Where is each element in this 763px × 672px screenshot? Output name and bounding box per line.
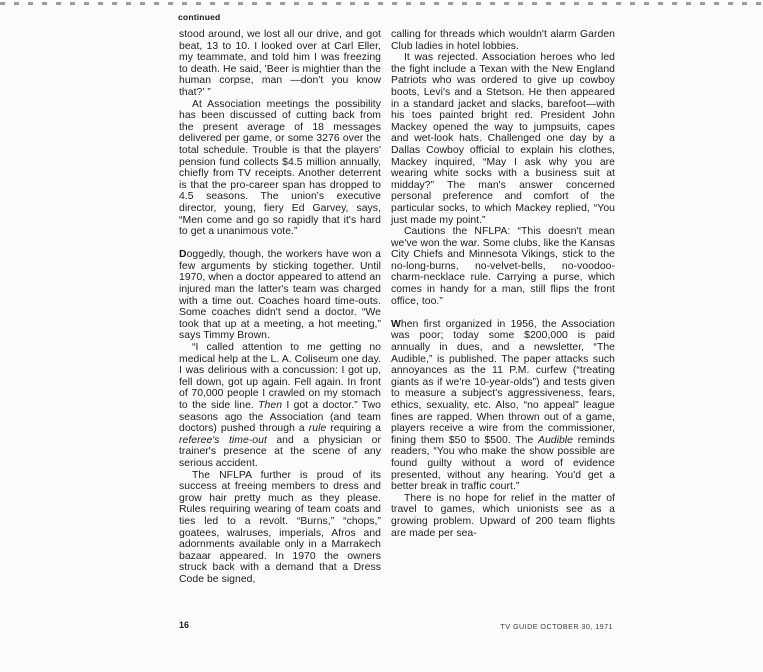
text-run: The NFLPA further is proud of its success at freeing members to dress and grow hair pretty much as they please. Rules requiring wearing of team coats and ties led to a revolt. “Burns,” “chops,” goatees, walruses, imperials, Afros and adornments available only in a Marrakech bazaar appeared. In 1970 the owners struck back with a demand that a Dress Code be signed, — [179, 469, 381, 585]
text-run: calling for threads which wouldn't alarm Garden Club ladies in hotel lobbies. — [391, 29, 615, 52]
paragraph — [179, 249, 381, 342]
text-run: W — [391, 318, 401, 330]
text-run: D — [179, 249, 187, 261]
paragraph — [391, 493, 615, 539]
paragraph — [391, 319, 615, 493]
text-run: stood around, we lost all our drive, and got beat, 13 to 10. I looked over at Carl Eller, my teammate, and told him I was freezing to death. He said, 'Beer is mightier than the human corpse, man —don't you know that?' ” — [179, 29, 381, 98]
text-run: reminds readers, “You who make the show possible are found guilty without a word of evidence presented, without any hearing. You'd get a better break in traffic court.” — [391, 434, 615, 493]
paragraph — [179, 470, 381, 586]
text-run: There is no hope for relief in the matter of travel to games, which unionists see as a growing problem. Upward of 200 team flights are made per sea- — [391, 492, 615, 539]
left-column — [179, 29, 381, 586]
paragraph — [391, 52, 615, 226]
page-number: 16 — [179, 620, 190, 630]
paragraph — [179, 342, 381, 470]
text-run: “I called attention to me getting no medical help at the L. A. Coliseum one day. I was delirious with a concussion: I got up, fell down, got up again. Fell again. In front of 70,000 people I crawled on my stomach to the side line. — [179, 342, 381, 411]
text-run: requiring a — [326, 423, 381, 435]
text-run: Then — [258, 400, 283, 411]
text-run: oggedly, though, the workers have won a few arguments by sticking together. Until 1970, when a doctor appeared to attend an injured man the latter's team was charged with a time out. Coaches hoard time-outs. Some coaches didn't send a doctor. “We took that up at a meeting, a hot meeting,” says Timmy Brown. — [179, 249, 381, 342]
paragraph — [179, 29, 381, 99]
text-run: Audible — [537, 434, 573, 446]
text-run: I got a doctor.” Two seasons ago the Association (and team doctors) pushed through a — [179, 400, 381, 435]
article-body — [179, 29, 615, 621]
text-run: It was rejected. Association heroes who led the fight include a Texan with the New England Patriots who was ordered to give up cowboy boots, Levi's and a Stetson. He then appeared in a standard jacket and slacks, barefoot—with his toes painted bright red. President John Mackey opened the way to jumpsuits, capes and wet-look hats. Challenged one day by a Dallas Cowboy official to explain his clothes, Mackey inquired, “May I ask why you are wearing white socks with a business suit at midday?” The man's answer concerned personal preference and comfort of the particular socks, to which Mackey replied, “You just made my point.” — [391, 52, 615, 226]
text-run: Cautions the NFLPA: “This doesn't mean we've won the war. Some clubs, like the Kansas City Chiefs and Minnesota Vikings, stick to the no-long-burns, no-velvet-bells, no-voodoo-charm-necklace rule. Carrying a purse, which comes in handy for a man, still flips the front office, too.” — [391, 226, 615, 307]
paragraph — [391, 29, 615, 52]
text-run: and a physician or trainer's presence at the scene of any serious accident. — [179, 434, 381, 469]
right-column — [391, 29, 615, 539]
text-run: At Association meetings the possibility has been discussed of cutting back from the present average of 18 messages delivered per game, or some 3276 over the total schedule. Trouble is that the players' pension fund collects $4.5 million annually, chiefly from TV receipts. Another deterrent is that the pro-career span has dropped to 4.5 seasons. The union's executive director, young, fiery Ed Garvey, says, “Men come and go so rapidly that it's hard to get a unanimous vote.” — [179, 98, 381, 238]
page-top-edge-dots — [0, 2, 763, 5]
paragraph — [179, 99, 381, 238]
text-run: rule — [308, 423, 327, 435]
paragraph — [391, 226, 615, 307]
footer-publication-line: TV GUIDE OCTOBER 30, 1971 — [500, 622, 613, 631]
continued-label: continued — [178, 12, 221, 22]
text-run: referee's time-out — [179, 434, 267, 446]
text-run: hen first organized in 1956, the Association was poor; today some $200,000 is paid annually in dues, and a newsletter, “The Audible,” is published. The paper attacks such annoyances as the 11 P.M. curfew (“treating giants as if we're 10-year-olds”) and tests given to measure a subject's aggressiveness, fears, ethics, sexuality, etc. Also, “no appeal” league fines are rapped. When thrown out of a game, players receive a wire from the commissioner, fining them $50 to $500. The — [391, 318, 615, 446]
